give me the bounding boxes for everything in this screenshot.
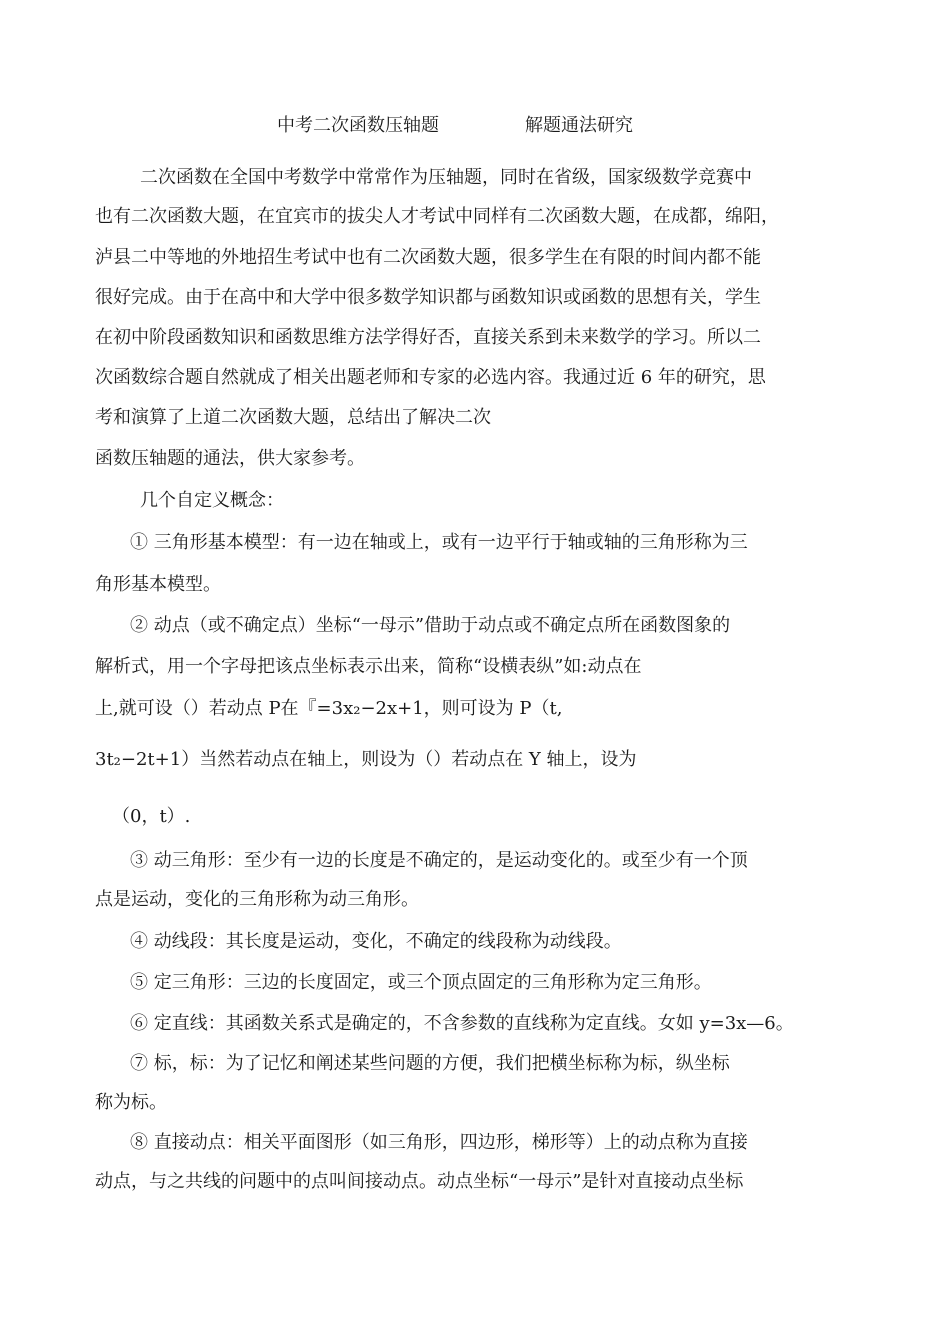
definition-line: 动点，与之共线的问题中的点叫间接动点。动点坐标“一母示”是针对直接动点坐标 xyxy=(95,1171,744,1192)
definition-line: ① 三角形基本模型：有一边在轴或上，或有一边平行于轴或轴的三角形称为三 xyxy=(130,532,748,553)
intro-line: 函数压轴题的通法，供大家参考。 xyxy=(95,448,365,469)
definition-line: 角形基本模型。 xyxy=(95,574,221,595)
definition-line: ⑧ 直接动点：相关平面图形（如三角形，四边形，梯形等）上的动点称为直接 xyxy=(130,1132,748,1153)
intro-line: 二次函数在全国中考数学中常常作为压轴题，同时在省级，国家级数学竞赛中 xyxy=(140,167,752,188)
intro-line: 考和演算了上道二次函数大题，总结出了解决二次 xyxy=(95,407,491,428)
definition-line: 称为标。 xyxy=(95,1092,167,1113)
title-right: 解题通法研究 xyxy=(525,115,633,136)
definition-line: ⑤ 定三角形：三边的长度固定，或三个顶点固定的三角形称为定三角形。 xyxy=(130,972,712,993)
section-heading: 几个自定义概念： xyxy=(140,490,284,511)
intro-line: 在初中阶段函数知识和函数思维方法学得好否，直接关系到未来数学的学习。所以二 xyxy=(95,327,761,348)
definition-line: 3t₂−2t+1）当然若动点在轴上，则设为（）若动点在 Y 轴上，设为 xyxy=(95,749,637,770)
definition-line: ② 动点（或不确定点）坐标“一母示”借助于动点或不确定点所在函数图象的 xyxy=(130,615,731,636)
definition-line: 上,就可设（）若动点 P在『=3x₂−2x+1，则可设为 P（t, xyxy=(95,698,563,719)
intro-line: 也有二次函数大题，在宜宾市的拔尖人才考试中同样有二次函数大题，在成都，绵阳， xyxy=(95,206,779,227)
definition-line: （0，t）. xyxy=(112,806,191,827)
title-left: 中考二次函数压轴题 xyxy=(277,115,439,136)
definition-line: ③ 动三角形：至少有一边的长度是不确定的，是运动变化的。或至少有一个顶 xyxy=(130,850,748,871)
definition-line: 点是运动，变化的三角形称为动三角形。 xyxy=(95,889,419,910)
definition-line: ⑥ 定直线：其函数关系式是确定的，不含参数的直线称为定直线。女如 y=3x—6。 xyxy=(130,1013,794,1034)
intro-line: 很好完成。由于在高中和大学中很多数学知识都与函数知识或函数的思想有关，学生 xyxy=(95,287,761,308)
definition-line: 解析式，用一个字母把该点坐标表示出来，简称“设横表纵”如:动点在 xyxy=(95,656,642,677)
definition-line: ⑦ 标，标：为了记忆和阐述某些问题的方便，我们把横坐标称为标，纵坐标 xyxy=(130,1053,730,1074)
intro-line: 次函数综合题自然就成了相关出题老师和专家的必选内容。我通过近 6 年的研究，思 xyxy=(95,367,766,388)
definition-line: ④ 动线段：其长度是运动，变化，不确定的线段称为动线段。 xyxy=(130,931,622,952)
intro-line: 泸县二中等地的外地招生考试中也有二次函数大题，很多学生在有限的时间内都不能 xyxy=(95,247,761,268)
